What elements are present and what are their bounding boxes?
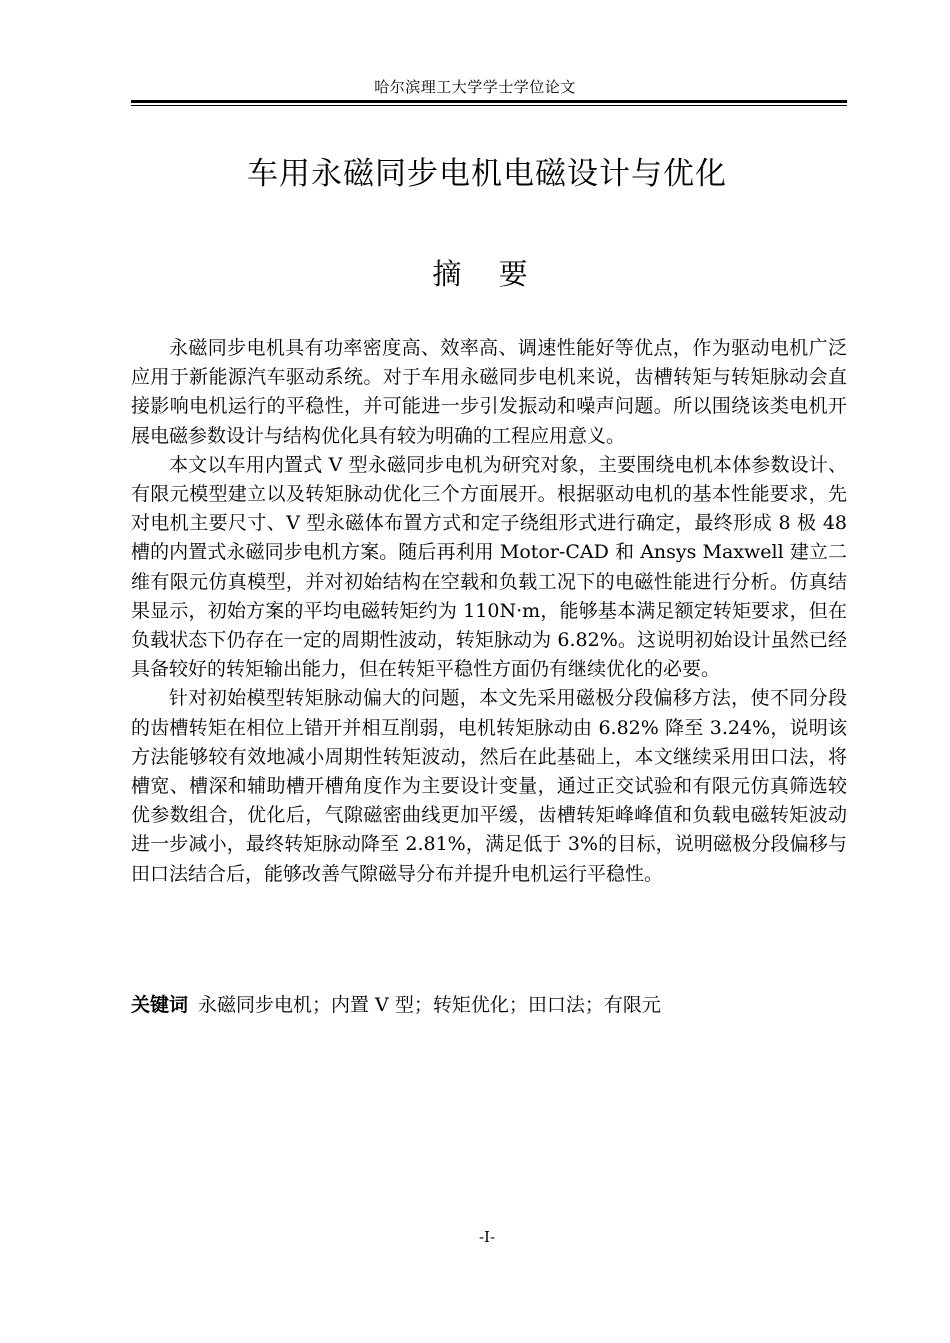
- abstract-paragraph-2: 本文以车用内置式 V 型永磁同步电机为研究对象，主要围绕电机本体参数设计、有限元模型建立以及转矩脉动优化三个方面展开。根据驱动电机的基本性能要求，先对电机主要尺寸、V 型永磁体布置方式和定子绕组形式进行确定，最终形成 8 极 48 槽的内置式永磁同步电机方案。随后再利用 Motor-CAD 和 Ansys Maxwell 建立二维有限元仿真模型，并对初始结构在空载和负载工况下的电磁性能进行分析。仿真结果显示，初始方案的平均电磁转矩约为 110N·m，能够基本满足额定转矩要求，但在负载状态下仍存在一定的周期性波动，转矩脉动为 6.82%。这说明初始设计虽然已经具备较好的转矩输出能力，但在转矩平稳性方面仍有继续优化的必要。: [131, 453, 847, 681]
- running-header: 哈尔滨理工大学学士学位论文: [374, 78, 576, 96]
- header-rule-thin: [131, 105, 847, 106]
- abstract-body: [131, 334, 847, 889]
- header-rule-thick: [131, 100, 847, 103]
- keywords-terms: 永磁同步电机；内置 V 型；转矩优化；田口法；有限元: [198, 994, 661, 1016]
- abstract-heading: 摘 要: [432, 257, 542, 291]
- abstract-paragraph-1: 永磁同步电机具有功率密度高、效率高、调速性能好等优点，作为驱动电机广泛应用于新能源汽车驱动系统。对于车用永磁同步电机来说，齿槽转矩与转矩脉动会直接影响电机运行的平稳性，并可能进一步引发振动和噪声问题。所以围绕该类电机开展电磁参数设计与结构优化具有较为明确的工程应用意义。: [131, 337, 847, 447]
- keywords-label: 关键词: [131, 994, 189, 1016]
- thesis-title: 车用永磁同步电机电磁设计与优化: [247, 156, 727, 192]
- keywords-line: [131, 990, 847, 1020]
- abstract-paragraph-3: 针对初始模型转矩脉动偏大的问题，本文先采用磁极分段偏移方法，使不同分段的齿槽转矩在相位上错开并相互削弱，电机转矩脉动由 6.82% 降至 3.24%，说明该方法能够较有效地减小周期性转矩波动，然后在此基础上，本文继续采用田口法，将槽宽、槽深和辅助槽开槽角度作为主要设计变量，通过正交试验和有限元仿真筛选较优参数组合，优化后，气隙磁密曲线更加平缓，齿槽转矩峰峰值和负载电磁转矩波动进一步减小，最终转矩脉动降至 2.81%，满足低于 3%的目标，说明磁极分段偏移与田口法结合后，能够改善气隙磁导分布并提升电机运行平稳性。: [131, 687, 847, 885]
- page-number: -I-: [478, 1228, 496, 1246]
